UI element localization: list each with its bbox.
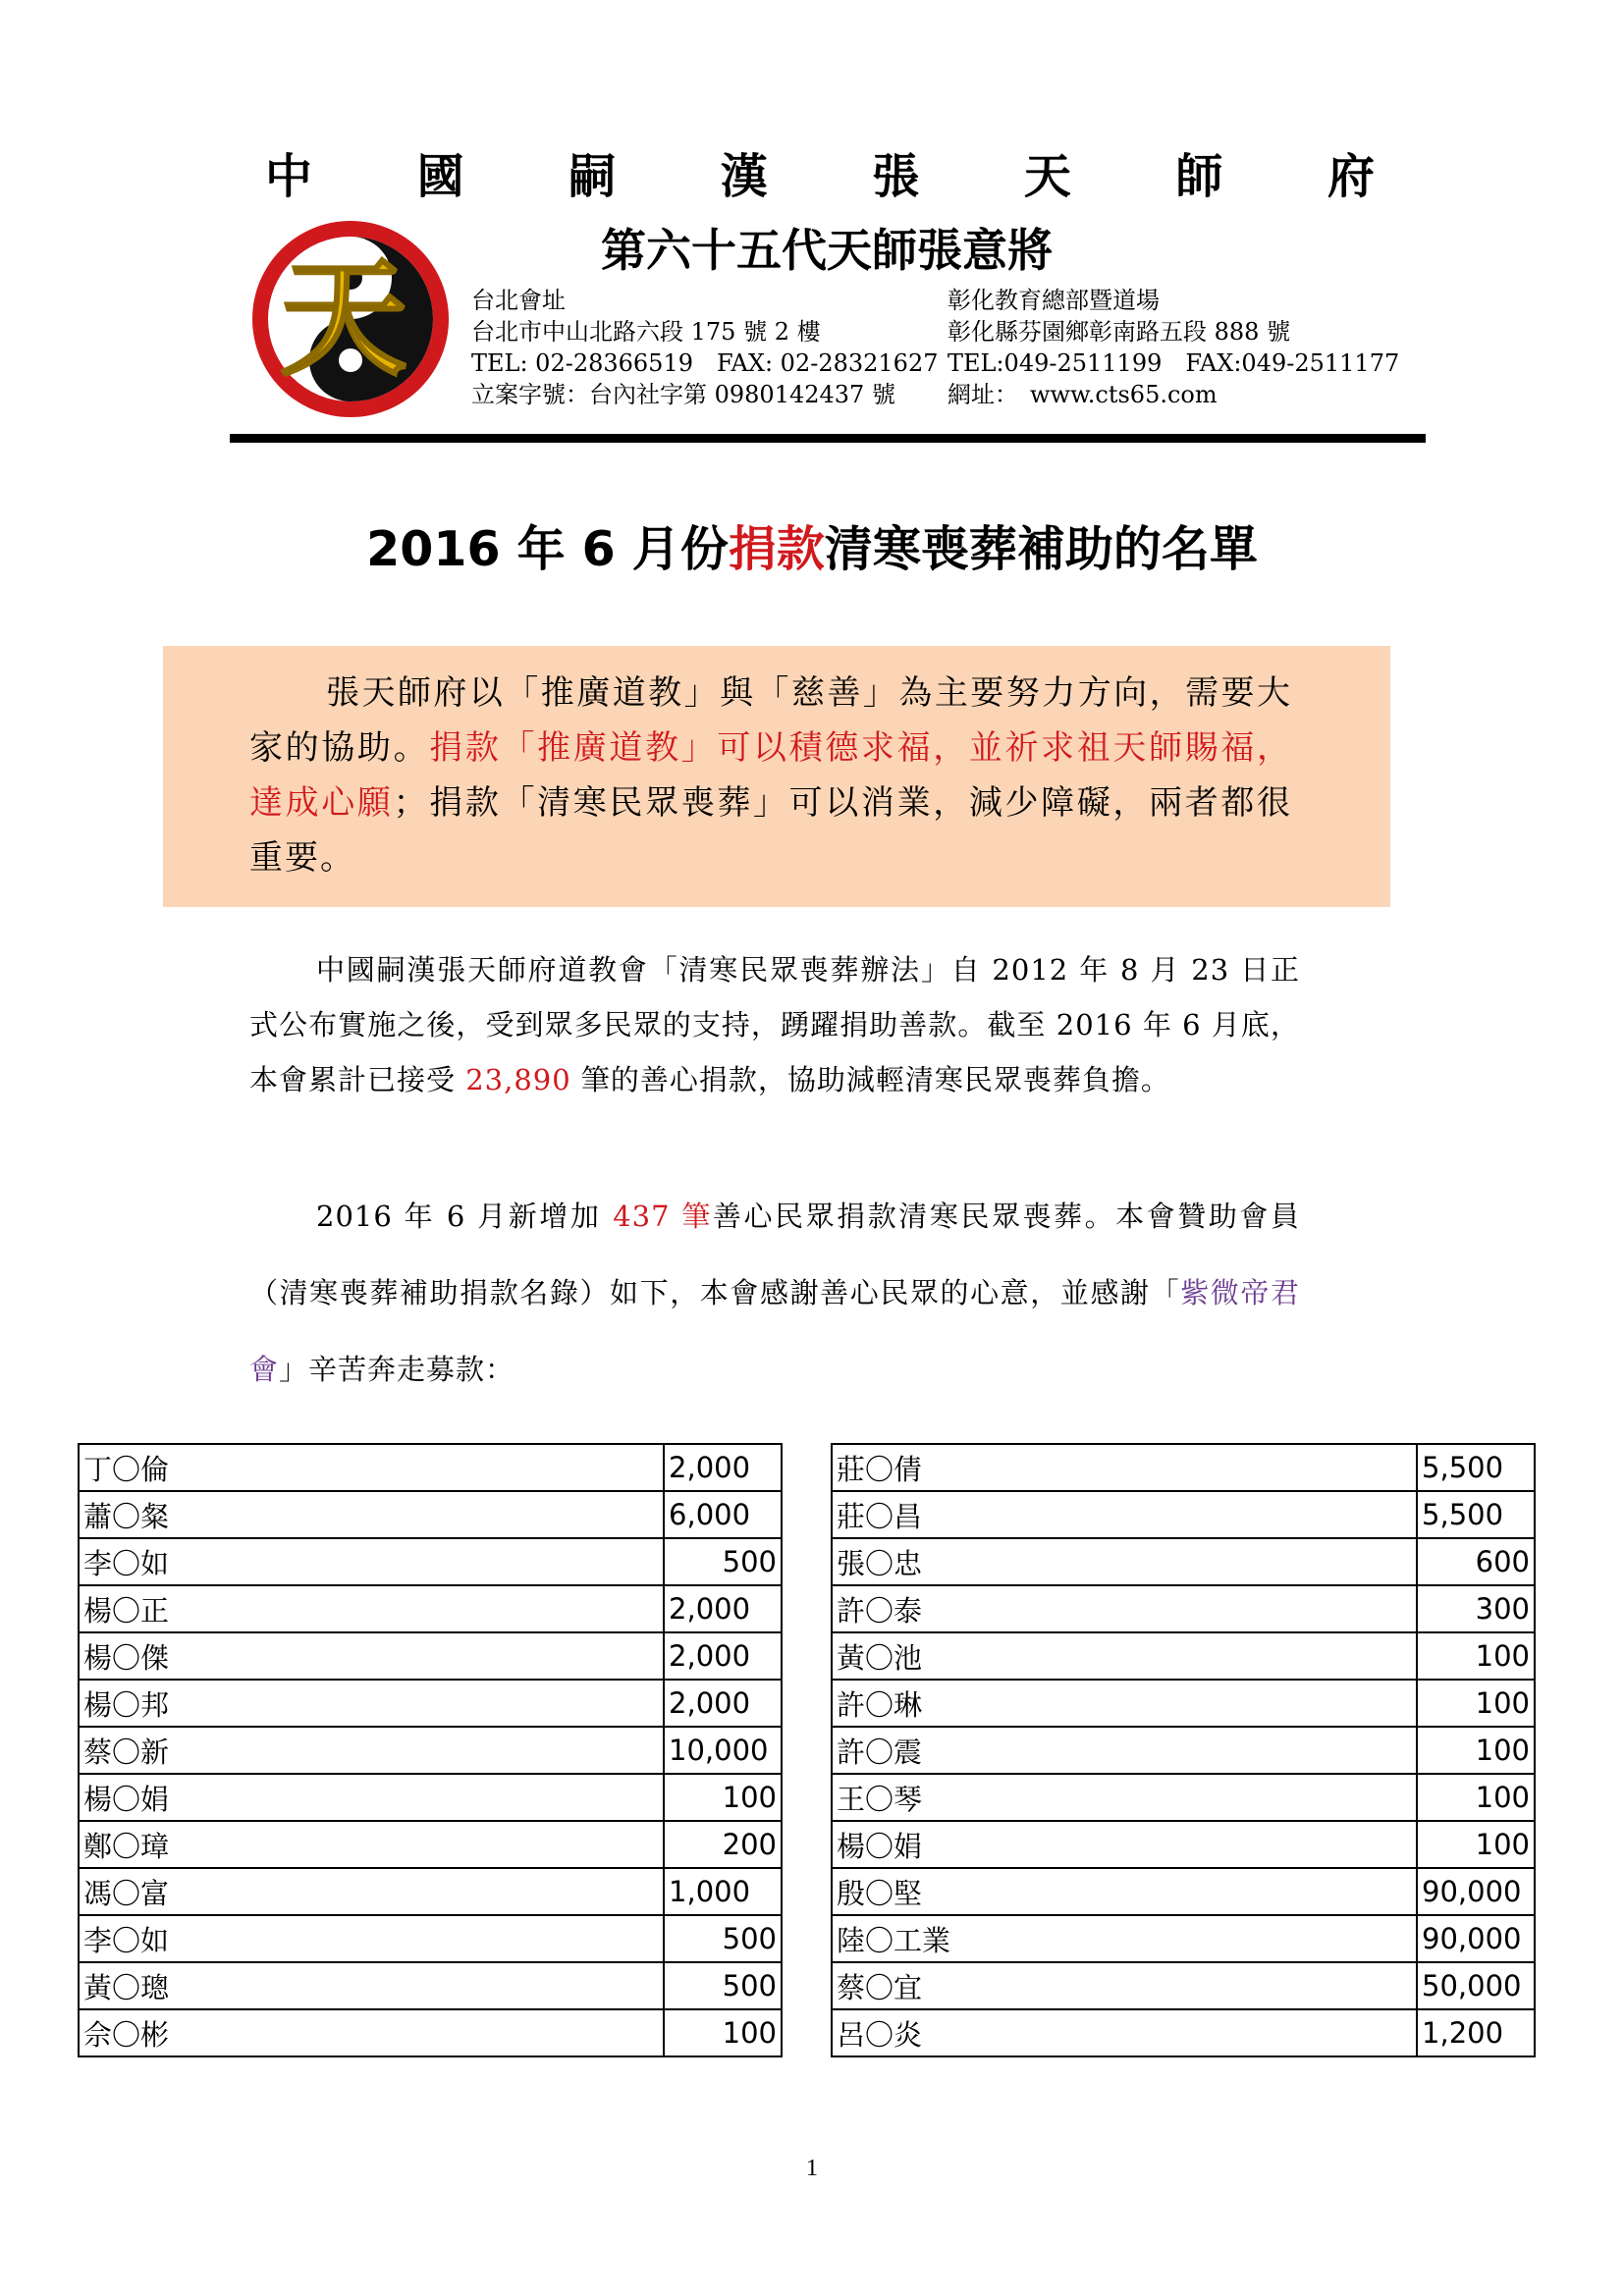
table-row [79,1632,782,1680]
org-title-char: 天 [1023,149,1071,204]
title-suffix: 清寒喪葬補助的名單 [824,521,1258,577]
table-row [79,1915,782,1962]
donor-name: 許〇震 [832,1727,1417,1774]
org-title-char: 師 [1175,149,1223,204]
table-row [832,1632,1535,1680]
table-row [832,1774,1535,1821]
table-row [832,1538,1535,1585]
table-row [79,1680,782,1727]
taoist-seal-logo [247,216,454,422]
donor-name: 佘〇彬 [79,2009,664,2056]
header-divider [230,434,1426,443]
title-prefix: 2016 年 6 月份 [366,521,729,577]
donor-name: 李〇如 [79,1538,664,1585]
donor-name: 鄭〇璋 [79,1821,664,1868]
table-row [832,1491,1535,1538]
table-row [79,1727,782,1774]
donor-name: 許〇琳 [832,1680,1417,1727]
donation-amount: 5,500 [1417,1444,1535,1491]
donation-amount: 200 [664,1821,782,1868]
donation-amount: 2,000 [664,1444,782,1491]
group-name: 紫微帝君會 [249,1276,1300,1386]
donor-name: 許〇泰 [832,1585,1417,1632]
table-row [79,1821,782,1868]
donor-name: 張〇忠 [832,1538,1417,1585]
intro-text-red: 捐款「推廣道教」可以積德求福，並祈求祖天師賜福，達成心願 [249,728,1293,823]
address-right [947,285,1399,410]
org-title-char: 國 [416,149,464,204]
table-row [832,1444,1535,1491]
table-row [79,1444,782,1491]
table-row [832,1727,1535,1774]
donation-amount: 600 [1417,1538,1535,1585]
donor-name: 楊〇邦 [79,1680,664,1727]
donor-name: 黃〇池 [832,1632,1417,1680]
donation-amount: 90,000 [1417,1915,1535,1962]
intro-box [163,646,1390,907]
table-row [79,2009,782,2056]
monthly-text-3: 」辛苦奔走募款： [279,1353,515,1386]
monthly-text-2: 善心民眾捐款清寒民眾喪葬。本會贊助會員（清寒喪葬補助捐款名錄）如下，本會感謝善心民眾的心意，並感謝「 [249,1200,1300,1309]
monthly-donation-count: 437 筆 [613,1200,713,1233]
donor-name: 殷〇堅 [832,1868,1417,1915]
donor-name: 丁〇倫 [79,1444,664,1491]
address-left-line: TEL: 02-28366519 FAX: 02-28321627 [471,349,939,377]
donor-name: 蔡〇新 [79,1727,664,1774]
donor-table-left [78,1443,783,2057]
address-right-line: 彰化縣芬園鄉彰南路五段 888 號 [947,318,1291,346]
donation-amount: 2,000 [664,1585,782,1632]
address-left-line: 立案字號：台內社字第 0980142437 號 [471,381,895,408]
title-highlight: 捐款 [728,521,825,577]
donor-table-right [831,1443,1536,2057]
org-title-char: 中 [265,149,313,204]
donation-amount: 2,000 [664,1680,782,1727]
address-left [471,285,939,410]
table-row [79,1774,782,1821]
address-right-line: 網址： www.cts65.com [947,381,1218,408]
table-row [832,1821,1535,1868]
table-row [79,1491,782,1538]
donation-amount: 50,000 [1417,1962,1535,2009]
donor-name: 王〇琴 [832,1774,1417,1821]
donation-amount: 10,000 [664,1727,782,1774]
logo-character: 天 [279,243,408,394]
address-left-line: 台北會址 [471,287,566,314]
org-title-char: 嗣 [568,149,617,204]
table-row [832,1915,1535,1962]
donor-name: 楊〇正 [79,1585,664,1632]
donation-amount: 90,000 [1417,1868,1535,1915]
address-left-line: 台北市中山北路六段 175 號 2 樓 [471,318,821,346]
donation-amount: 5,500 [1417,1491,1535,1538]
donation-amount: 300 [1417,1585,1535,1632]
donation-amount: 500 [664,1962,782,2009]
table-row [79,1538,782,1585]
donation-amount: 100 [664,2009,782,2056]
table-row [832,1680,1535,1727]
donor-name: 莊〇倩 [832,1444,1417,1491]
address-right-line: 彰化教育總部暨道場 [947,287,1160,314]
donation-amount: 500 [664,1915,782,1962]
donation-amount: 2,000 [664,1632,782,1680]
donation-amount: 100 [1417,1727,1535,1774]
table-row [832,2009,1535,2056]
donation-amount: 100 [1417,1774,1535,1821]
donation-amount: 6,000 [664,1491,782,1538]
total-donation-count: 23,890 [465,1063,571,1096]
donation-amount: 100 [1417,1632,1535,1680]
organization-title [265,147,1375,206]
table-row [79,1868,782,1915]
org-title-char: 漢 [720,149,768,204]
donor-name: 楊〇娟 [79,1774,664,1821]
donor-name: 楊〇娟 [832,1821,1417,1868]
donor-name: 蔡〇宜 [832,1962,1417,2009]
donor-name: 李〇如 [79,1915,664,1962]
summary-text-1: 中國嗣漢張天師府道教會「清寒民眾喪葬辦法」自 2012 年 8 月 23 日正式公布實施之後，受到眾多民眾的支持，踴躍捐助善款。截至 2016 年 6 月底，本會累計已接受 [249,953,1300,1096]
donor-name: 黃〇璁 [79,1962,664,2009]
org-title-char: 張 [872,149,920,204]
org-title-char: 府 [1326,149,1375,204]
address-right-line: TEL:049-2511199 FAX:049-2511177 [947,349,1400,377]
intro-paragraph [249,666,1292,885]
intro-text-1: 張天師府以「推廣道教」與「慈善」為主要努力方向，需要大家的協助。 [249,673,1292,768]
donation-amount: 100 [1417,1680,1535,1727]
donation-amount: 1,000 [664,1868,782,1915]
master-line: 第六十五代天師張意將 [601,224,1053,277]
donation-amount: 100 [1417,1821,1535,1868]
monthly-paragraph [249,1178,1300,1408]
donor-name: 莊〇昌 [832,1491,1417,1538]
donor-name: 蕭〇粲 [79,1491,664,1538]
donor-name: 楊〇傑 [79,1632,664,1680]
donor-name: 呂〇炎 [832,2009,1417,2056]
summary-text-2: 筆的善心捐款，協助減輕清寒民眾喪葬負擔。 [570,1063,1170,1096]
table-row [832,1868,1535,1915]
donation-amount: 500 [664,1538,782,1585]
donor-name: 馮〇富 [79,1868,664,1915]
summary-paragraph [249,942,1300,1107]
table-row [79,1585,782,1632]
donation-amount: 1,200 [1417,2009,1535,2056]
table-row [832,1585,1535,1632]
donor-name: 陸〇工業 [832,1915,1417,1962]
intro-text-2: ；捐款「清寒民眾喪葬」可以消業，減少障礙，兩者都很重要。 [249,783,1293,878]
table-row [79,1962,782,2009]
page-number: 1 [806,2156,818,2181]
monthly-text-1: 2016 年 6 月新增加 [316,1200,614,1233]
donation-amount: 100 [664,1774,782,1821]
document-title [196,518,1428,581]
table-row [832,1962,1535,2009]
